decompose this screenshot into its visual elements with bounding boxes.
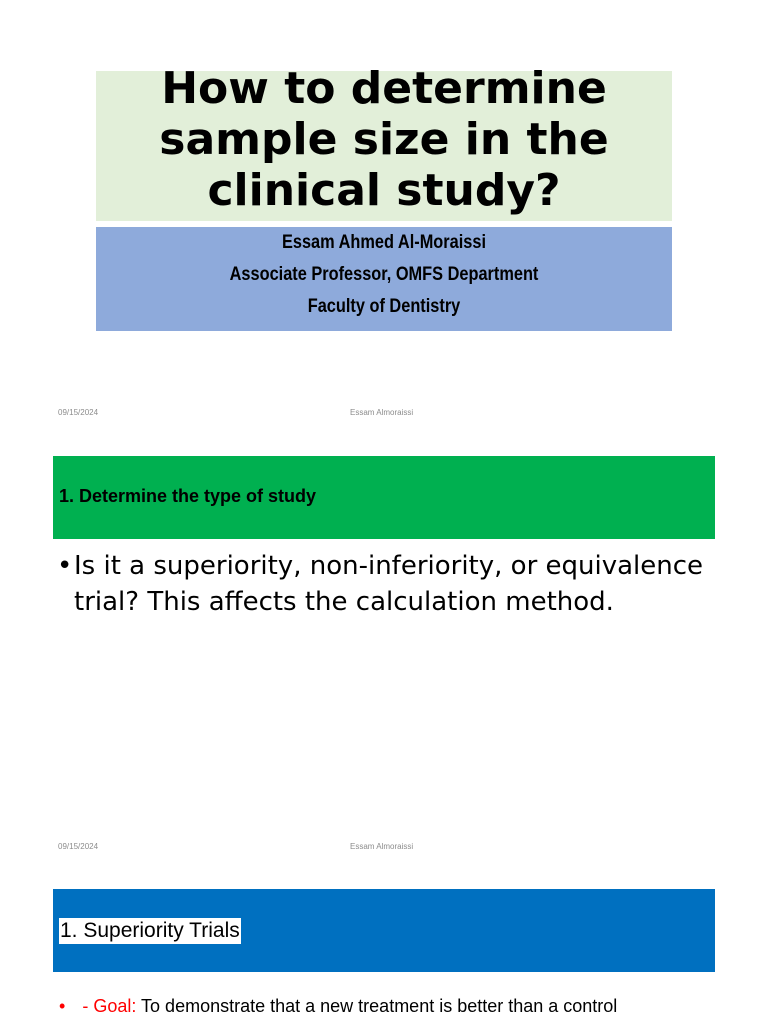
bullet-list — [57, 548, 717, 620]
list-item — [59, 996, 617, 1017]
footer-author: Essam Almoraissi — [350, 408, 414, 417]
title-box — [96, 63, 672, 221]
subtitle-box — [96, 227, 672, 331]
goal-label: - Goal: — [82, 996, 137, 1016]
section-header-text: 1. Determine the type of study — [59, 486, 317, 506]
footer-date: 09/15/2024 — [58, 408, 99, 417]
slide-study-type — [0, 434, 768, 874]
bullet-icon: • — [57, 551, 73, 581]
section-header-text: 1. Superiority Trials — [60, 919, 240, 942]
slide-title-text — [96, 63, 672, 216]
footer-date: 09/15/2024 — [58, 842, 99, 851]
title-line-1: How to determine — [161, 63, 607, 114]
slide-superiority — [0, 874, 768, 1024]
title-line-3: clinical study? — [207, 165, 561, 216]
bullet-icon: • — [59, 996, 66, 1016]
section-header — [53, 456, 715, 539]
footer-author: Essam Almoraissi — [350, 842, 414, 851]
title-line-2: sample size in the — [159, 114, 609, 165]
author-position: Associate Professor, OMFS Department — [229, 264, 539, 285]
bullet-text: Is it a superiority, non-inferiority, or equivalence trial? This affects the calculation method. — [74, 551, 704, 617]
goal-text: To demonstrate that a new treatment is better than a control — [141, 996, 618, 1016]
list-item — [57, 548, 717, 620]
author-faculty: Faculty of Dentistry — [307, 296, 461, 317]
section-header — [53, 889, 715, 972]
slide-title — [0, 0, 768, 434]
author-name: Essam Ahmed Al-Moraissi — [281, 232, 487, 253]
